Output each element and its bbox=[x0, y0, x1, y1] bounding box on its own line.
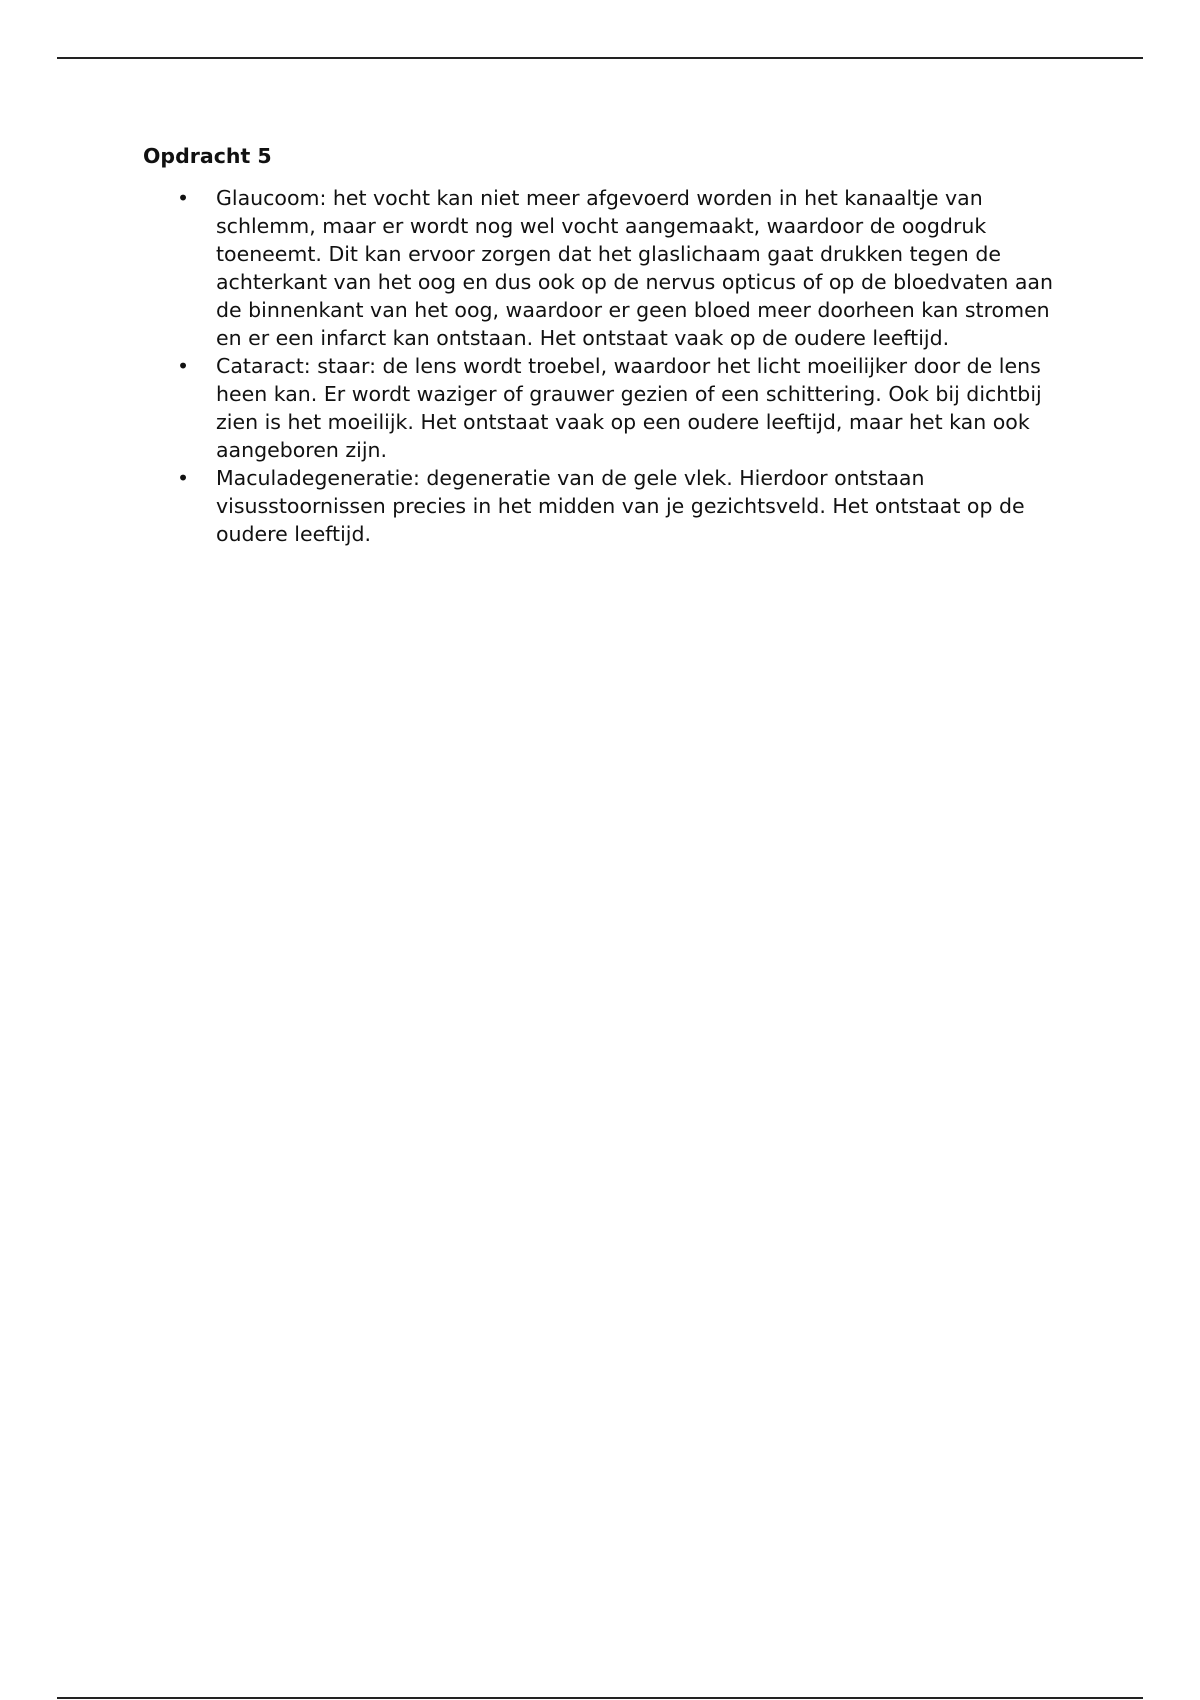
list-item-text: Maculadegeneratie: degeneratie van de gele vlek. Hierdoor ontstaan visusstoornissen precies in het midden van je gezichtsveld. Het ontstaat op de oudere leeftijd. bbox=[216, 466, 1025, 546]
document-body bbox=[143, 142, 1063, 548]
header-rule bbox=[57, 57, 1143, 59]
assignment-heading: Opdracht 5 bbox=[143, 144, 272, 168]
bullet-list bbox=[143, 184, 1063, 548]
bullet-icon: • bbox=[177, 186, 190, 210]
footer-rule bbox=[57, 1697, 1143, 1699]
list-item-text: Glaucoom: het vocht kan niet meer afgevoerd worden in het kanaaltje van schlemm, maar er wordt nog wel vocht aangemaakt, waardoor de oogdruk toeneemt. Dit kan ervoor zorgen dat het glaslichaam gaat drukken tegen de achterkant van het oog en dus ook op de nervus opticus of op de bloedvaten aan de binnenkant van het oog, waardoor er geen bloed meer doorheen kan stromen en er een infarct kan ontstaan. Het ontstaat vaak op de oudere leeftijd. bbox=[216, 186, 1053, 350]
list-item-cataract bbox=[143, 352, 1063, 464]
list-item-glaucoom bbox=[143, 184, 1063, 352]
bullet-icon: • bbox=[177, 354, 190, 378]
list-item-text: Cataract: staar: de lens wordt troebel, waardoor het licht moeilijker door de lens heen kan. Er wordt waziger of grauwer gezien of een schittering. Ook bij dichtbij zien is het moeilijk. Het ontstaat vaak op een oudere leeftijd, maar het kan ook aangeboren zijn. bbox=[216, 354, 1042, 462]
bullet-icon: • bbox=[177, 466, 190, 490]
list-item-maculadegeneratie bbox=[143, 464, 1063, 548]
